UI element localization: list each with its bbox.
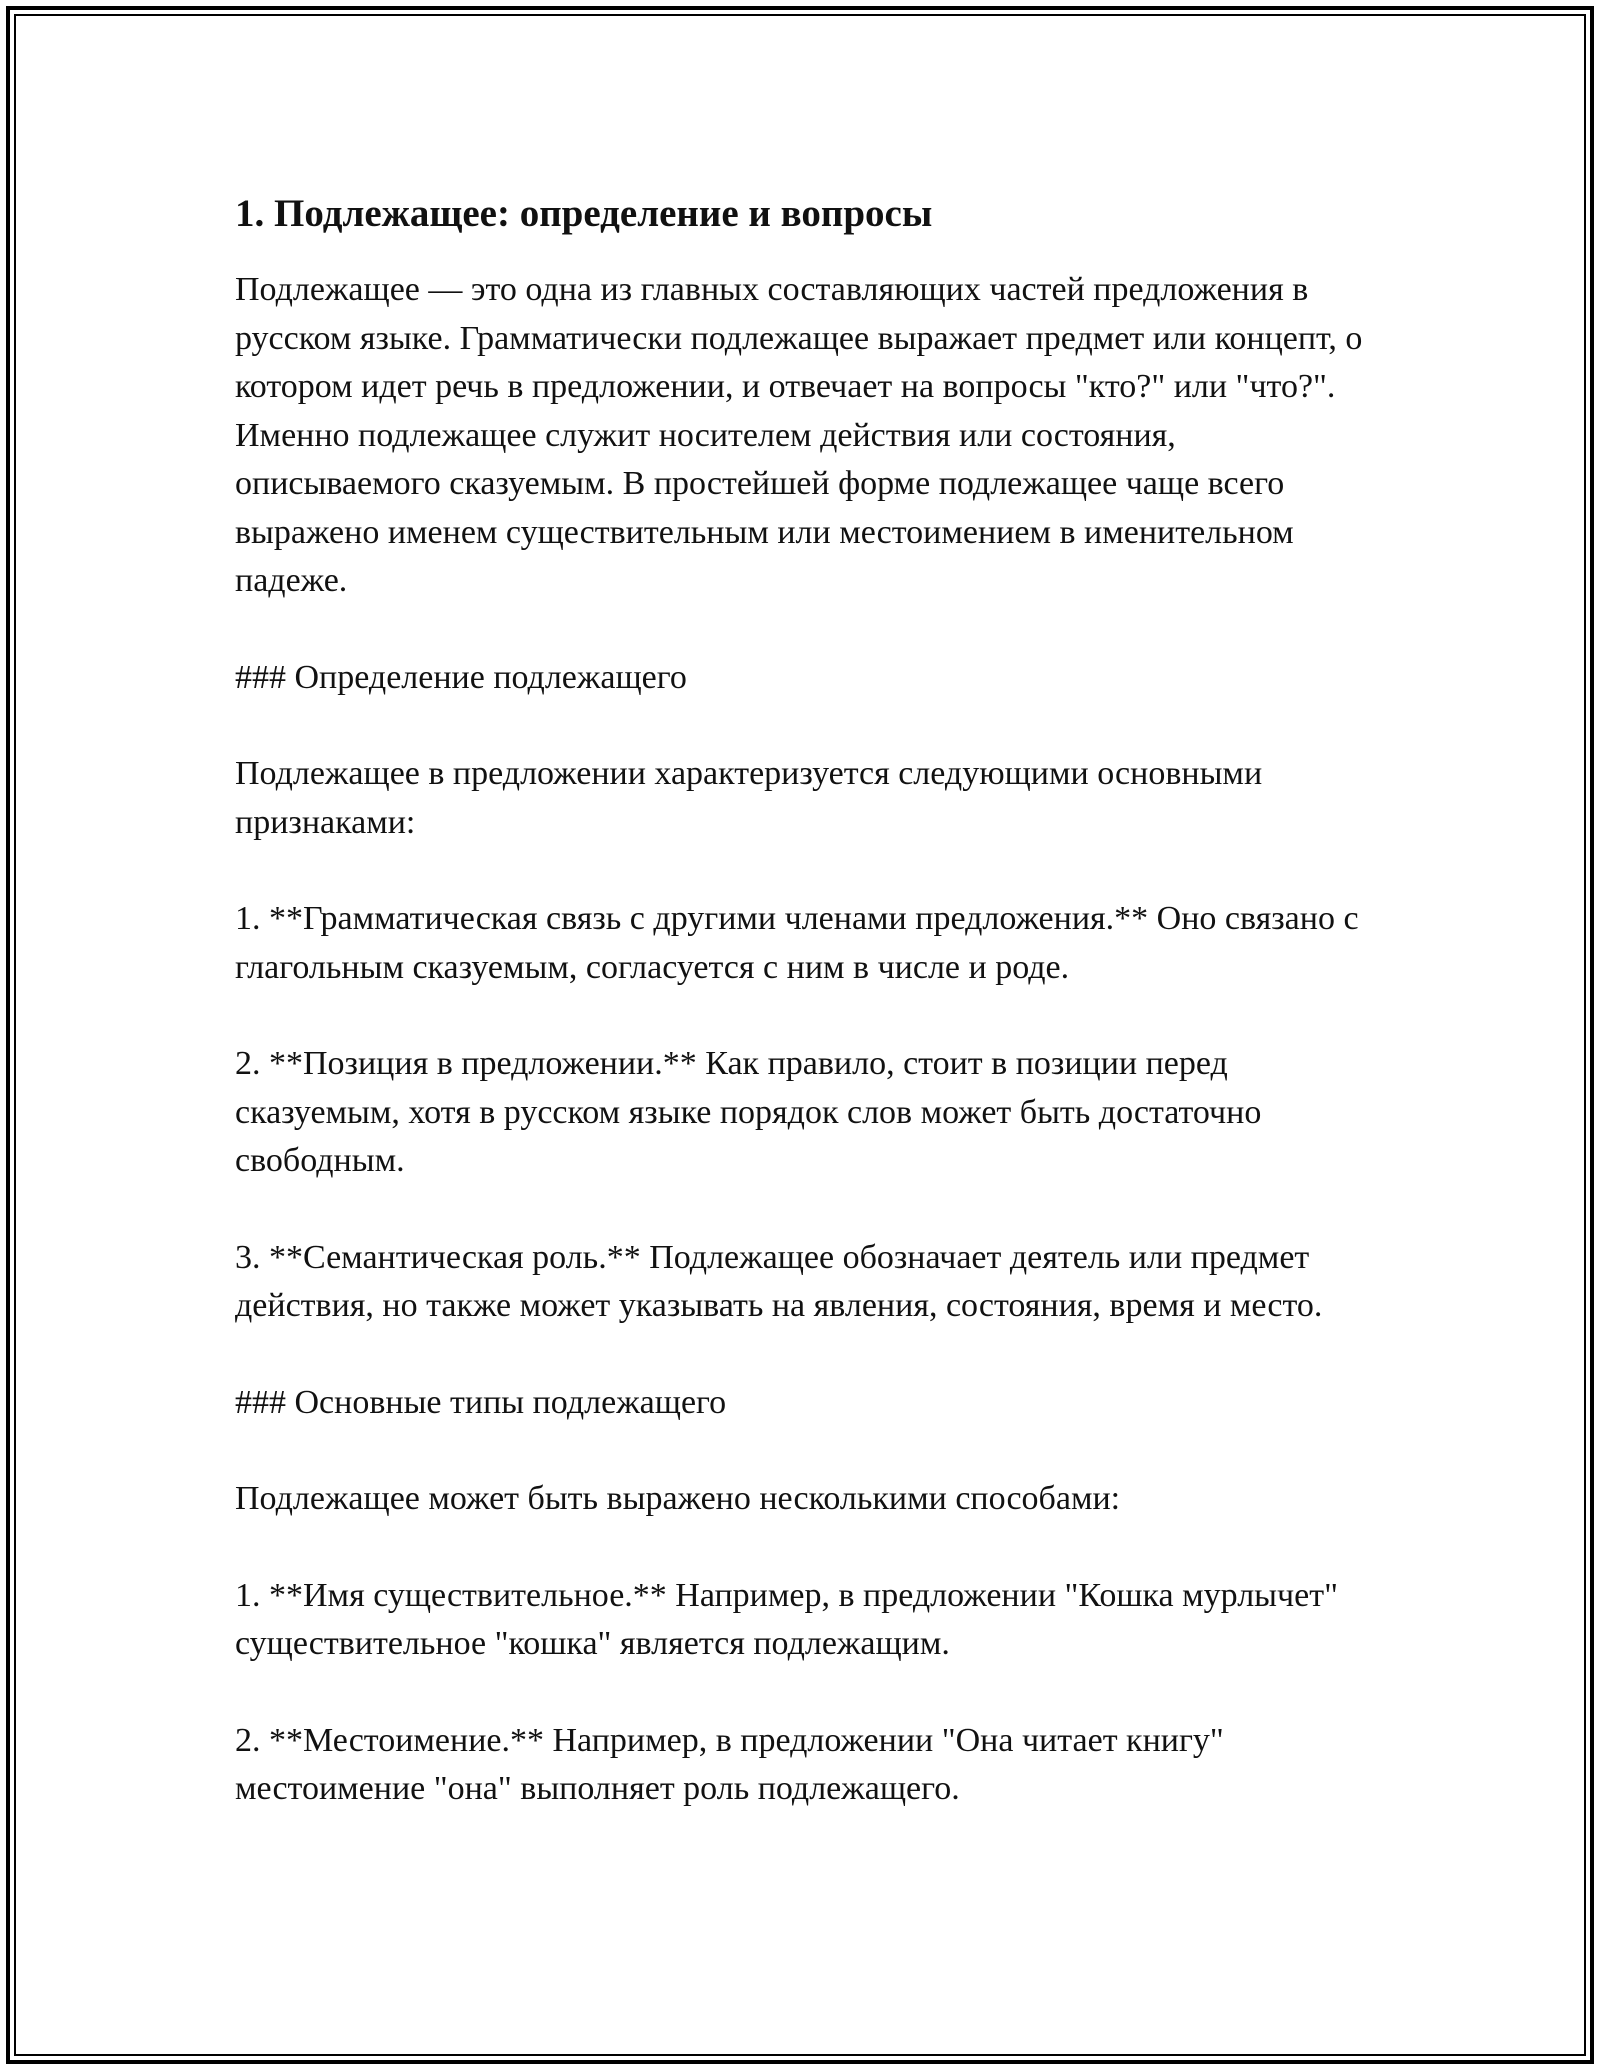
list-item-pronoun: 2. **Местоимение.** Например, в предложении "Она читает книгу" местоимение "она" выполняет роль подлежащего. [235, 1721, 1224, 1807]
document-body [235, 188, 1385, 1814]
list-item-noun: 1. **Имя существительное.** Например, в предложении "Кошка мурлычет" существительное "кошка" является подлежащим. [235, 1576, 1338, 1662]
document-title: 1. Подлежащее: определение и вопросы [235, 192, 933, 235]
list-item-position: 2. **Позиция в предложении.** Как правило, стоит в позиции перед сказуемым, хотя в русском языке порядок слов может быть достаточно свободным. [235, 1045, 1262, 1179]
paragraph-types-intro: Подлежащее может быть выражено несколькими способами: [235, 1480, 1121, 1517]
heading-definition: ### Определение подлежащего [235, 658, 687, 696]
paragraph-features-intro: Подлежащее в предложении характеризуется следующими основными признаками: [235, 755, 1263, 841]
paragraph-intro: Подлежащее — это одна из главных составляющих частей предложения в русском языке. Грамматически подлежащее выражает предмет или концепт, о котором идет речь в предложении, и отвечает на вопросы "кто?" или "что?". Именно подлежащее служит носителем действия или состояния, описываемого сказуемым. В простейшей форме подлежащее чаще всего выражено именем существительным или местоимением в именительном падеже. [235, 271, 1363, 599]
heading-types: ### Основные типы подлежащего [235, 1383, 727, 1421]
list-item-semantic-role: 3. **Семантическая роль.** Подлежащее обозначает деятель или предмет действия, но также может указывать на явления, состояния, время и место. [235, 1238, 1323, 1324]
list-item-grammatical-link: 1. **Грамматическая связь с другими членами предложения.** Оно связано с глагольным сказуемым, согласуется с ним в числе и роде. [235, 900, 1359, 986]
